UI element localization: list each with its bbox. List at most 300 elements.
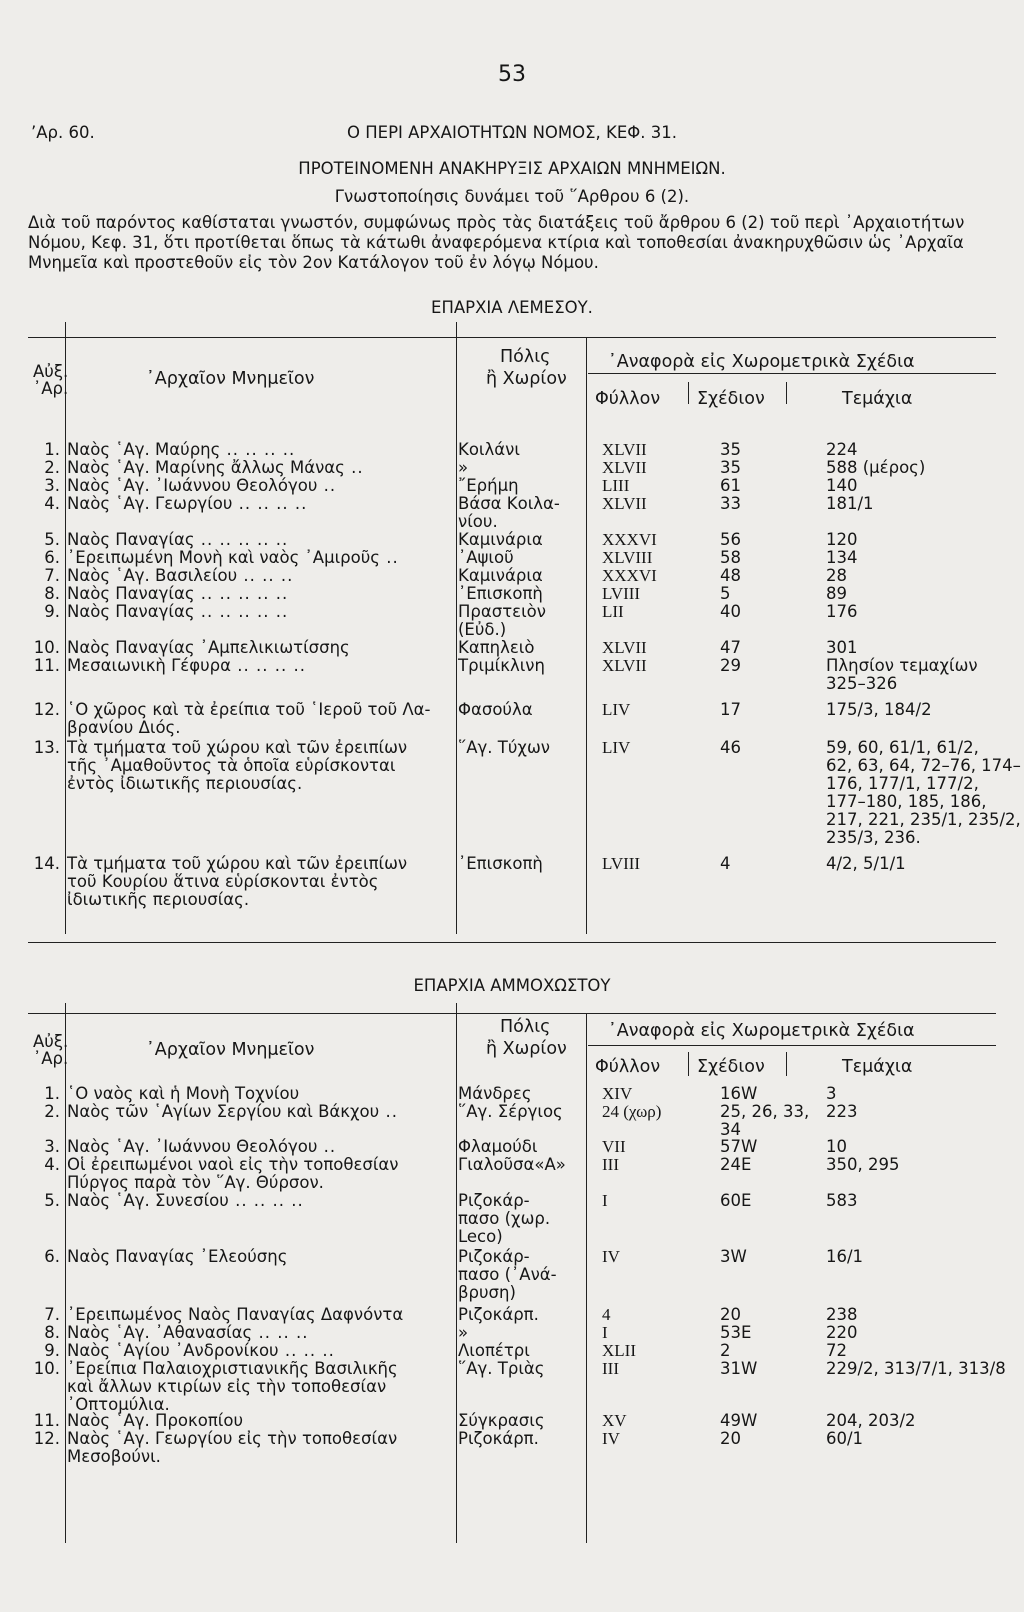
plan-number — [720, 1306, 810, 1324]
place-name-line: Φλαμούδι — [458, 1137, 538, 1156]
plan-number-line: 16W — [720, 1084, 758, 1103]
header-chorion: ἢ Χωρίον — [486, 369, 567, 389]
monument-name-line: Μεσαιωνικὴ Γέφυρα .. .. .. .. — [67, 656, 306, 675]
place-name-line: ῞Αγ. Τριὰς — [458, 1359, 545, 1378]
plot-numbers-line: 301 — [826, 638, 858, 657]
section-title-limassol: ΕΠΑΡΧΙΑ ΛΕΜΕΣΟΥ. — [431, 298, 593, 317]
sheet-number: XIV — [602, 1084, 633, 1103]
plot-numbers-line: 10 — [826, 1137, 847, 1156]
monument-name-line: Μεσοβούνι. — [67, 1447, 161, 1466]
plan-number — [720, 1324, 810, 1342]
row-number: 4. — [44, 1155, 60, 1174]
place-name-line: Καπηλειὸ — [458, 638, 535, 657]
monument-name-line: Τὰ τμήματα τοῦ χώρου καὶ τῶν ἐρειπίων — [67, 738, 408, 757]
row-number: 5. — [44, 530, 60, 549]
plot-numbers-line: 62, 63, 64, 72–76, 174– — [826, 756, 1021, 775]
plan-number-line: 56 — [720, 530, 741, 549]
leader-dots: .. .. .. — [237, 566, 294, 585]
plot-numbers-line: 220 — [826, 1323, 858, 1342]
plot-numbers-line: 204, 203/2 — [826, 1411, 916, 1430]
plot-numbers — [826, 1138, 998, 1156]
monument-name-line: Ναὸς Παναγίας .. .. .. .. .. — [67, 584, 289, 603]
place-name — [458, 1342, 578, 1360]
plan-number-line: 57W — [720, 1137, 758, 1156]
row-number: 7. — [44, 1305, 60, 1324]
plot-numbers — [826, 585, 998, 603]
plot-numbers — [826, 549, 998, 567]
monument-name-line: ᾿Ερείπια Παλαιοχριστιανικῆς Βασιλικῆς — [67, 1359, 398, 1378]
monument-name — [67, 441, 457, 459]
plot-numbers — [826, 531, 998, 549]
monument-name — [67, 477, 457, 495]
plot-numbers-line: 89 — [826, 584, 847, 603]
row-number: 5. — [44, 1191, 60, 1210]
place-name — [458, 739, 578, 757]
plan-number — [720, 1248, 810, 1266]
row-number: 2. — [44, 1102, 60, 1121]
header-polis: Πόλις — [500, 1017, 551, 1037]
place-name-line: Φασούλα — [458, 700, 533, 719]
sheet-number: XLVII — [602, 656, 647, 675]
header-fyllon: Φύλλον — [595, 1057, 661, 1077]
plot-numbers-line: 4/2, 5/1/1 — [826, 854, 906, 873]
plot-numbers — [826, 1248, 998, 1266]
plan-number — [720, 477, 810, 495]
monument-name-line: Ναὸς ῾Αγ. Μαύρης .. .. .. .. — [67, 440, 296, 459]
monument-name — [67, 549, 457, 567]
header-chorion: ἢ Χωρίον — [486, 1039, 567, 1059]
leader-dots: .. — [344, 458, 364, 477]
place-name — [458, 1248, 578, 1302]
plot-numbers-line: 181/1 — [826, 494, 874, 513]
plot-numbers — [826, 1156, 998, 1174]
plan-number — [720, 855, 810, 873]
monument-name — [67, 639, 457, 657]
place-name — [458, 657, 578, 675]
sheet-number: I — [602, 1191, 608, 1210]
plan-number — [720, 1156, 810, 1174]
sheet-number: III — [602, 1359, 619, 1378]
place-name — [458, 1085, 578, 1103]
sheet-number: LIV — [602, 700, 631, 719]
sheet-number: VII — [602, 1137, 626, 1156]
row-number: 9. — [44, 602, 60, 621]
plot-numbers-line: 229/2, 313/7/1, 313/8 — [826, 1359, 1006, 1378]
plot-numbers-line: 177–180, 185, 186, — [826, 792, 987, 811]
plan-number-line: 24E — [720, 1155, 752, 1174]
plan-number-line: 20 — [720, 1305, 741, 1324]
sheet-number: I — [602, 1323, 608, 1342]
plot-numbers-line: 588 (μέρος) — [826, 458, 926, 477]
sheet-number: XXXVI — [602, 566, 657, 585]
monument-name-line: καὶ ἄλλων κτιρίων εἰς τὴν τοποθεσίαν — [67, 1377, 387, 1396]
monument-name — [67, 1360, 457, 1414]
plot-numbers — [826, 1359, 1006, 1378]
place-name — [458, 1192, 578, 1246]
plan-number — [720, 1360, 810, 1378]
plan-number-line: 40 — [720, 602, 741, 621]
monument-name — [67, 1248, 457, 1266]
column-divider — [456, 322, 457, 934]
proclamation-title: ΠΡΟΤΕΙΝΟΜΕΝΗ ΑΝΑΚΗΡΥΞΙΣ ΑΡΧΑΙΩΝ ΜΝΗΜΕΙΩΝ. — [298, 159, 726, 178]
row-number: 11. — [33, 1411, 60, 1430]
notice-line: Γνωστοποίησις δυνάμει τοῦ ῞Αρθρου 6 (2). — [334, 187, 690, 206]
monument-name-line: Ναὸς ῾Αγ. Προκοπίου — [67, 1411, 243, 1430]
monument-name-line: Ναὸς ῾Αγ. Βασιλείου .. .. .. — [67, 566, 294, 585]
plan-number-line: 35 — [720, 458, 741, 477]
monument-name — [67, 459, 457, 477]
monument-name-line: ᾿Ερειπωμένη Μονὴ καὶ ναὸς ᾿Αμιροῦς .. — [67, 548, 399, 567]
plot-numbers-line: 59, 60, 61/1, 61/2, — [826, 738, 979, 757]
plan-number-line: 17 — [720, 700, 741, 719]
intro-line: Διὰ τοῦ παρόντος καθίσταται γνωστόν, συμφώνως πρὸς τὰς διατάξεις τοῦ ἄρθρου 6 (2) τοῦ περὶ ᾿Αρχαιοτήτων — [28, 213, 965, 232]
plan-number-line: 2 — [720, 1341, 731, 1360]
row-number: 6. — [44, 1247, 60, 1266]
sheet-number: XLII — [602, 1341, 636, 1360]
header-schedion: Σχέδιον — [697, 1057, 765, 1077]
place-name-line: ῞Αγ. Σέργιος — [458, 1102, 563, 1121]
leader-dots: .. .. .. — [252, 1323, 309, 1342]
plot-numbers — [826, 855, 998, 873]
plot-numbers-line: 175/3, 184/2 — [826, 700, 932, 719]
sheet-number: XLVII — [602, 440, 647, 459]
monument-name-line: Ναὸς ῾Αγ. Γεωργίου εἰς τὴν τοποθεσίαν — [67, 1429, 398, 1448]
monument-name-line: ἰδιωτικῆς περιουσίας. — [67, 890, 250, 909]
monument-name-line: τοῦ Κουρίου ἅτινα εὑρίσκονται ἐντὸς — [67, 872, 379, 891]
plot-numbers-line: Πλησίον τεμαχίων — [826, 656, 978, 675]
row-number: 10. — [33, 1359, 60, 1378]
plot-numbers-line: 60/1 — [826, 1429, 864, 1448]
leader-dots: .. .. .. .. .. — [194, 530, 289, 549]
plan-number — [720, 1192, 810, 1210]
sheet-number: XLVII — [602, 638, 647, 657]
row-number: 9. — [44, 1341, 60, 1360]
page-number: 53 — [498, 62, 526, 87]
monument-name-line: Ναὸς ῾Αγ. ᾿Ιωάννου Θεολόγου .. — [67, 1137, 337, 1156]
sheet-number: XXXVI — [602, 530, 657, 549]
sheet-number: 4 — [602, 1305, 611, 1324]
plan-number — [720, 549, 810, 567]
row-number: 14. — [33, 854, 60, 873]
plan-number-line: 49W — [720, 1411, 758, 1430]
plan-number — [720, 495, 810, 513]
section-title-famagusta: ΕΠΑΡΧΙΑ ΑΜΜΟΧΩΣΤΟΥ — [413, 976, 611, 995]
plot-numbers — [826, 1192, 998, 1210]
monument-name — [67, 603, 457, 621]
plan-number — [720, 1085, 810, 1103]
place-name-line: » — [458, 458, 469, 477]
monument-name — [67, 701, 457, 737]
leader-dots: .. .. .. .. — [220, 440, 296, 459]
place-name-line: Πραστειὸν — [458, 602, 546, 621]
header-sub-rule — [588, 373, 996, 374]
place-name-line: ῞Αγ. Τύχων — [458, 738, 550, 757]
monument-name-line: Ναὸς ῾Αγ. ᾿Αθανασίας .. .. .. — [67, 1323, 309, 1342]
header-polis: Πόλις — [500, 347, 551, 367]
plan-number — [720, 1103, 810, 1139]
plot-numbers — [826, 495, 998, 513]
column-divider — [65, 1003, 66, 1543]
plan-number — [720, 441, 810, 459]
monument-name — [67, 1430, 457, 1466]
place-name — [458, 477, 578, 495]
plot-numbers — [826, 657, 998, 693]
table-top-rule — [28, 1013, 996, 1014]
plot-numbers-line: 16/1 — [826, 1247, 864, 1266]
monument-name-line: Ναὸς ῾Αγ. Συνεσίου .. .. .. .. — [67, 1191, 304, 1210]
plan-number — [720, 639, 810, 657]
place-name-line: Ριζοκάρ- — [458, 1247, 530, 1266]
plan-number-line: 61 — [720, 476, 741, 495]
plot-numbers — [826, 1103, 998, 1121]
gazette-reference: ’Αρ. 60. — [31, 123, 95, 142]
sheet-number: XV — [602, 1411, 627, 1430]
plot-numbers-line: 325–326 — [826, 674, 898, 693]
plot-numbers — [826, 603, 998, 621]
place-name-line: Μάνδρες — [458, 1084, 532, 1103]
sheet-number: IV — [602, 1247, 620, 1266]
place-name-line: Ριζοκάρ- — [458, 1191, 530, 1210]
place-name-line: Τριμίκλινη — [458, 656, 545, 675]
header-schedion: Σχέδιον — [697, 389, 765, 409]
plan-number-line: 4 — [720, 854, 731, 873]
leader-dots: .. .. .. — [278, 1341, 335, 1360]
plan-number-line: 35 — [720, 440, 741, 459]
plot-numbers-line: 217, 221, 235/1, 235/2, — [826, 810, 1021, 829]
monument-name-line: βρανίου Διός. — [67, 718, 181, 737]
header-ar: ᾿Αρ. — [33, 379, 69, 398]
plan-number-line: 46 — [720, 738, 741, 757]
place-name — [458, 495, 578, 531]
header-monument: ᾿Αρχαῖον Μνημεῖον — [146, 369, 315, 389]
place-name-line: Λιοπέτρι — [458, 1341, 530, 1360]
sheet-number: LIV — [602, 738, 631, 757]
monument-name-line: ῾Ο χῶρος καὶ τὰ ἐρείπια τοῦ ῾Ιεροῦ τοῦ Λα- — [67, 700, 431, 719]
place-name — [458, 1360, 578, 1378]
row-number: 6. — [44, 548, 60, 567]
sheet-number: XLVIII — [602, 548, 653, 567]
plot-numbers — [826, 1412, 998, 1430]
monument-name — [67, 657, 457, 675]
monument-name-line: Ναὸς τῶν ῾Αγίων Σεργίου καὶ Βάκχου .. — [67, 1102, 398, 1121]
plan-number-line: 25, 26, 33, — [720, 1102, 810, 1121]
plot-numbers-line: 28 — [826, 566, 847, 585]
place-name — [458, 549, 578, 567]
monument-name — [67, 567, 457, 585]
place-name — [458, 1103, 578, 1121]
monument-name — [67, 1103, 457, 1121]
monument-name-line: Ναὸς ῾Αγ. Γεωργίου .. .. .. .. — [67, 494, 308, 513]
monument-name — [67, 1324, 457, 1342]
sheet-number: XLVII — [602, 458, 647, 477]
place-name-line: ᾿Επισκοπὴ — [458, 584, 543, 603]
place-name — [458, 459, 578, 477]
header-reference: ᾿Αναφορὰ εἰς Χωρομετρικὰ Σχέδια — [608, 1021, 915, 1041]
plan-number-line: 3W — [720, 1247, 747, 1266]
monument-name-line: Ναὸς Παναγίας .. .. .. .. .. — [67, 602, 289, 621]
plan-number-line: 20 — [720, 1429, 741, 1448]
plan-number-line: 53E — [720, 1323, 752, 1342]
header-monument: ᾿Αρχαῖον Μνημεῖον — [146, 1040, 315, 1060]
place-name — [458, 701, 578, 719]
column-divider — [586, 338, 587, 934]
row-number: 1. — [44, 1084, 60, 1103]
plan-number — [720, 657, 810, 675]
row-number: 2. — [44, 458, 60, 477]
monument-name — [67, 1412, 457, 1430]
plot-numbers — [826, 1430, 998, 1448]
place-name — [458, 567, 578, 585]
place-name-line: Ριζοκάρπ. — [458, 1429, 539, 1448]
leader-dots: .. .. .. .. — [232, 494, 308, 513]
place-name-line: Ριζοκάρπ. — [458, 1305, 539, 1324]
header-fyllon: Φύλλον — [595, 389, 661, 409]
header-temachia: Τεμάχια — [842, 1057, 913, 1077]
monument-name-line: ῾Ο ναὸς καὶ ἡ Μονὴ Τοχνίου — [67, 1084, 300, 1103]
header-aux: Αὐξ. — [33, 1032, 69, 1051]
plot-numbers-line: 238 — [826, 1305, 858, 1324]
header-temachia: Τεμάχια — [842, 389, 913, 409]
plot-numbers-line: 3 — [826, 1084, 837, 1103]
header-ar: ᾿Αρ. — [33, 1049, 69, 1068]
monument-name-line: Οἱ ἐρειπωμένοι ναοὶ εἰς τὴν τοποθεσίαν — [67, 1155, 399, 1174]
leader-dots: .. .. .. .. — [228, 1191, 304, 1210]
place-name — [458, 639, 578, 657]
place-name — [458, 585, 578, 603]
row-number: 7. — [44, 566, 60, 585]
place-name-line: Leco) — [458, 1227, 503, 1246]
row-number: 11. — [33, 656, 60, 675]
header-sub-rule — [588, 1045, 996, 1046]
plot-numbers — [826, 639, 998, 657]
column-divider — [786, 382, 787, 404]
place-name-line: ᾿Επισκοπὴ — [458, 854, 543, 873]
place-name-line: πασο (χωρ. — [458, 1209, 551, 1228]
plot-numbers-line: 120 — [826, 530, 858, 549]
row-number: 3. — [44, 1137, 60, 1156]
place-name — [458, 603, 578, 639]
row-number: 1. — [44, 440, 60, 459]
place-name-line: βρυση) — [458, 1283, 516, 1302]
column-divider — [688, 1052, 689, 1076]
row-number: 8. — [44, 1323, 60, 1342]
monument-name-line: Ναὸς ῾Αγ. ᾿Ιωάννου Θεολόγου .. — [67, 476, 337, 495]
monument-name-line: Ναὸς ῾Αγίου ᾿Ανδρονίκου .. .. .. — [67, 1341, 335, 1360]
plot-numbers-line: 72 — [826, 1341, 847, 1360]
plan-number-line: 58 — [720, 548, 741, 567]
place-name-line: Βάσα Κοιλα- — [458, 494, 560, 513]
monument-name — [67, 1306, 457, 1324]
plot-numbers — [826, 441, 998, 459]
plan-number-line: 31W — [720, 1359, 758, 1378]
sheet-number: III — [602, 1155, 619, 1174]
monument-name — [67, 585, 457, 603]
sheet-number: XLVII — [602, 494, 647, 513]
leader-dots: .. .. .. .. .. — [194, 584, 289, 603]
plot-numbers-line: 235/3, 236. — [826, 828, 921, 847]
monument-name — [67, 495, 457, 513]
plan-number-line: 33 — [720, 494, 741, 513]
leader-dots: .. — [317, 1137, 337, 1156]
monument-name-line: τῆς ᾿Αμαθοῦντος τὰ ὁποῖα εὑρίσκονται — [67, 756, 396, 775]
plot-numbers-line: 583 — [826, 1191, 858, 1210]
place-name — [458, 1306, 578, 1324]
place-name-line: Κοιλάνι — [458, 440, 520, 459]
monument-name — [67, 1156, 457, 1192]
row-number: 3. — [44, 476, 60, 495]
place-name-line: νίου. — [458, 512, 498, 531]
plan-number — [720, 1430, 810, 1448]
plot-numbers-line: 134 — [826, 548, 858, 567]
plot-numbers — [826, 738, 1021, 847]
sheet-number: 24 (χωρ) — [602, 1102, 662, 1121]
plan-number-line: 5 — [720, 584, 731, 603]
place-name — [458, 441, 578, 459]
place-name — [458, 1156, 578, 1174]
plot-numbers-line: 176, 177/1, 177/2, — [826, 774, 979, 793]
plot-numbers — [826, 1085, 998, 1103]
leader-dots: .. .. .. .. — [231, 656, 306, 675]
law-title: Ο ΠΕΡΙ ΑΡΧΑΙΟΤΗΤΩΝ ΝΟΜΟΣ, ΚΕΦ. 31. — [347, 123, 677, 142]
monument-name-line: Ναὸς Παναγίας ᾿Ελεούσης — [67, 1247, 288, 1266]
plot-numbers — [826, 567, 998, 585]
intro-line: Μνημεῖα καὶ προστεθοῦν εἰς τὸν 2ον Κατάλογον τοῦ ἐν λόγῳ Νόμου. — [28, 253, 599, 272]
plot-numbers — [826, 701, 998, 719]
monument-name — [67, 855, 457, 909]
plan-number — [720, 1412, 810, 1430]
plan-number-line: 60E — [720, 1191, 752, 1210]
plan-number — [720, 567, 810, 585]
header-aux: Αὐξ. — [33, 362, 69, 381]
plan-number-line: 47 — [720, 638, 741, 657]
row-number: 13. — [33, 738, 60, 757]
plan-number-line: 29 — [720, 656, 741, 675]
place-name — [458, 1324, 578, 1342]
plan-number — [720, 603, 810, 621]
sheet-number: LVIII — [602, 584, 641, 603]
plot-numbers-line: 224 — [826, 440, 858, 459]
monument-name-line: Ναὸς Παναγίας .. .. .. .. .. — [67, 530, 289, 549]
monument-name — [67, 531, 457, 549]
table-top-rule — [28, 337, 996, 338]
sheet-number: LVIII — [602, 854, 641, 873]
plot-numbers-line: 176 — [826, 602, 858, 621]
sheet-number: LII — [602, 602, 624, 621]
row-number: 8. — [44, 584, 60, 603]
plot-numbers — [826, 477, 998, 495]
monument-name-line: ᾿Οπτομύλια. — [67, 1395, 170, 1414]
place-name-line: πασο (᾿Ανά- — [458, 1265, 557, 1284]
plot-numbers — [826, 1342, 998, 1360]
plot-numbers-line: 223 — [826, 1102, 858, 1121]
plan-number — [720, 701, 810, 719]
monument-name — [67, 1138, 457, 1156]
plan-number — [720, 585, 810, 603]
place-name-line: Γιαλοῦσα«Α» — [458, 1155, 566, 1174]
monument-name — [67, 1342, 457, 1360]
plan-number-line: 48 — [720, 566, 741, 585]
plot-numbers-line: 140 — [826, 476, 858, 495]
column-divider — [65, 322, 66, 934]
sheet-number: LIII — [602, 476, 630, 495]
monument-name — [67, 1085, 457, 1103]
monument-name-line: Ναὸς Παναγίας ᾿Αμπελικιωτίσσης — [67, 638, 350, 657]
leader-dots: .. — [379, 548, 399, 567]
monument-name — [67, 739, 457, 793]
plot-numbers-line: 350, 295 — [826, 1155, 900, 1174]
sheet-number: IV — [602, 1429, 620, 1448]
intro-line: Νόμου, Κεφ. 31, ὅτι προτίθεται ὅπως τὰ κάτωθι ἀναφερόμενα κτίρια καὶ τοποθεσίαι ἀνακηρυχθῶσιν ὡς ᾿Αρχαῖα — [28, 233, 964, 252]
